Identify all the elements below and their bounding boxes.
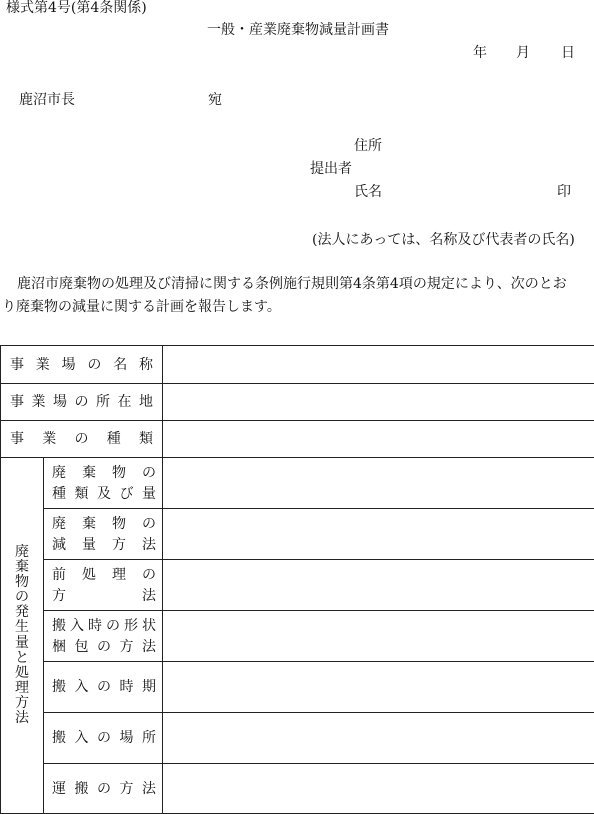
sub-label-2-line2: 方 法 xyxy=(52,587,156,604)
addressee-name: 鹿沼市長 xyxy=(19,92,75,108)
waste-generation-group-label: 廃 棄 物 の 発 生 量 と 処 理 方 法 xyxy=(15,543,29,727)
table-row xyxy=(1,662,594,713)
sub-label-1-line2: 減 量 方 法 xyxy=(52,536,156,553)
sub-label-cell xyxy=(44,611,163,662)
delivery-packaging-value[interactable] xyxy=(163,611,594,662)
document-title: 一般・産業廃棄物減量計画書 xyxy=(207,22,389,38)
row-label-facility-location xyxy=(1,384,163,421)
sub-label-cell xyxy=(44,560,163,611)
table-row xyxy=(1,713,594,764)
sub-label-5-line1: 搬 入 の 場 所 xyxy=(52,730,156,746)
table-row xyxy=(1,458,594,509)
facility-name-value[interactable] xyxy=(163,346,594,384)
sub-label-2-line1: 前 処 理 の xyxy=(52,566,156,583)
sub-label-4-line1: 搬 入 の 時 期 xyxy=(52,679,156,695)
facility-location-value[interactable] xyxy=(163,384,594,421)
sub-label-cell xyxy=(44,764,163,814)
table-row xyxy=(1,509,594,560)
seal-label: 印 xyxy=(557,184,571,200)
sub-label-cell xyxy=(44,509,163,560)
sub-label-3-line1: 搬 入 時 の 形 状 xyxy=(52,617,156,634)
table-row xyxy=(1,560,594,611)
business-type-value[interactable] xyxy=(163,421,594,458)
sub-label-6-line1: 運 搬 の 方 法 xyxy=(52,780,156,797)
facility-location-label: 事 業 場 の 所 在 地 xyxy=(10,394,153,410)
sub-label-1-line1: 廃 棄 物 の xyxy=(52,515,156,532)
table-row xyxy=(1,764,594,814)
sub-label-cell xyxy=(44,713,163,764)
plan-table xyxy=(0,345,594,814)
body-line-2: り廃棄物の減量に関する計画を報告します。 xyxy=(2,299,281,315)
table-row xyxy=(1,611,594,662)
row-label-business-type xyxy=(1,421,163,458)
delivery-location-value[interactable] xyxy=(163,713,594,764)
form-number: 様式第4号(第4条関係) xyxy=(6,0,147,16)
date-month-label: 月 xyxy=(516,45,530,61)
facility-name-label: 事 業 場 の 名 称 xyxy=(10,356,153,373)
table-row xyxy=(1,346,594,384)
sub-label-cell xyxy=(44,662,163,713)
waste-type-amount-value[interactable] xyxy=(163,458,594,509)
transport-method-value[interactable] xyxy=(163,764,594,814)
submitter-name-label: 氏名 xyxy=(354,184,382,200)
sub-label-0-line2: 種 類 及 び 量 xyxy=(52,485,156,502)
date-year-label: 年 xyxy=(473,45,487,61)
business-type-label: 事 業 の 種 類 xyxy=(10,431,153,447)
body-line-1: 鹿沼市廃棄物の処理及び清掃に関する条例施行規則第4条第4項の規定により、次のとお xyxy=(17,276,567,292)
submitter-role-label: 提出者 xyxy=(310,161,352,177)
corporate-note: (法人にあっては、名称及び代表者の氏名) xyxy=(312,232,575,248)
reduction-method-value[interactable] xyxy=(163,509,594,560)
pretreatment-method-value[interactable] xyxy=(163,560,594,611)
group-label-cell xyxy=(1,458,44,814)
submitter-address-label: 住所 xyxy=(354,138,382,154)
table-row xyxy=(1,421,594,458)
addressee-honorific: 宛 xyxy=(208,92,222,108)
table-row xyxy=(1,384,594,421)
date-day-label: 日 xyxy=(561,45,575,61)
sub-label-0-line1: 廃 棄 物 の xyxy=(52,464,156,481)
delivery-timing-value[interactable] xyxy=(163,662,594,713)
sub-label-3-line2: 梱 包 の 方 法 xyxy=(52,638,156,655)
sub-label-cell xyxy=(44,458,163,509)
row-label-facility-name xyxy=(1,346,163,384)
